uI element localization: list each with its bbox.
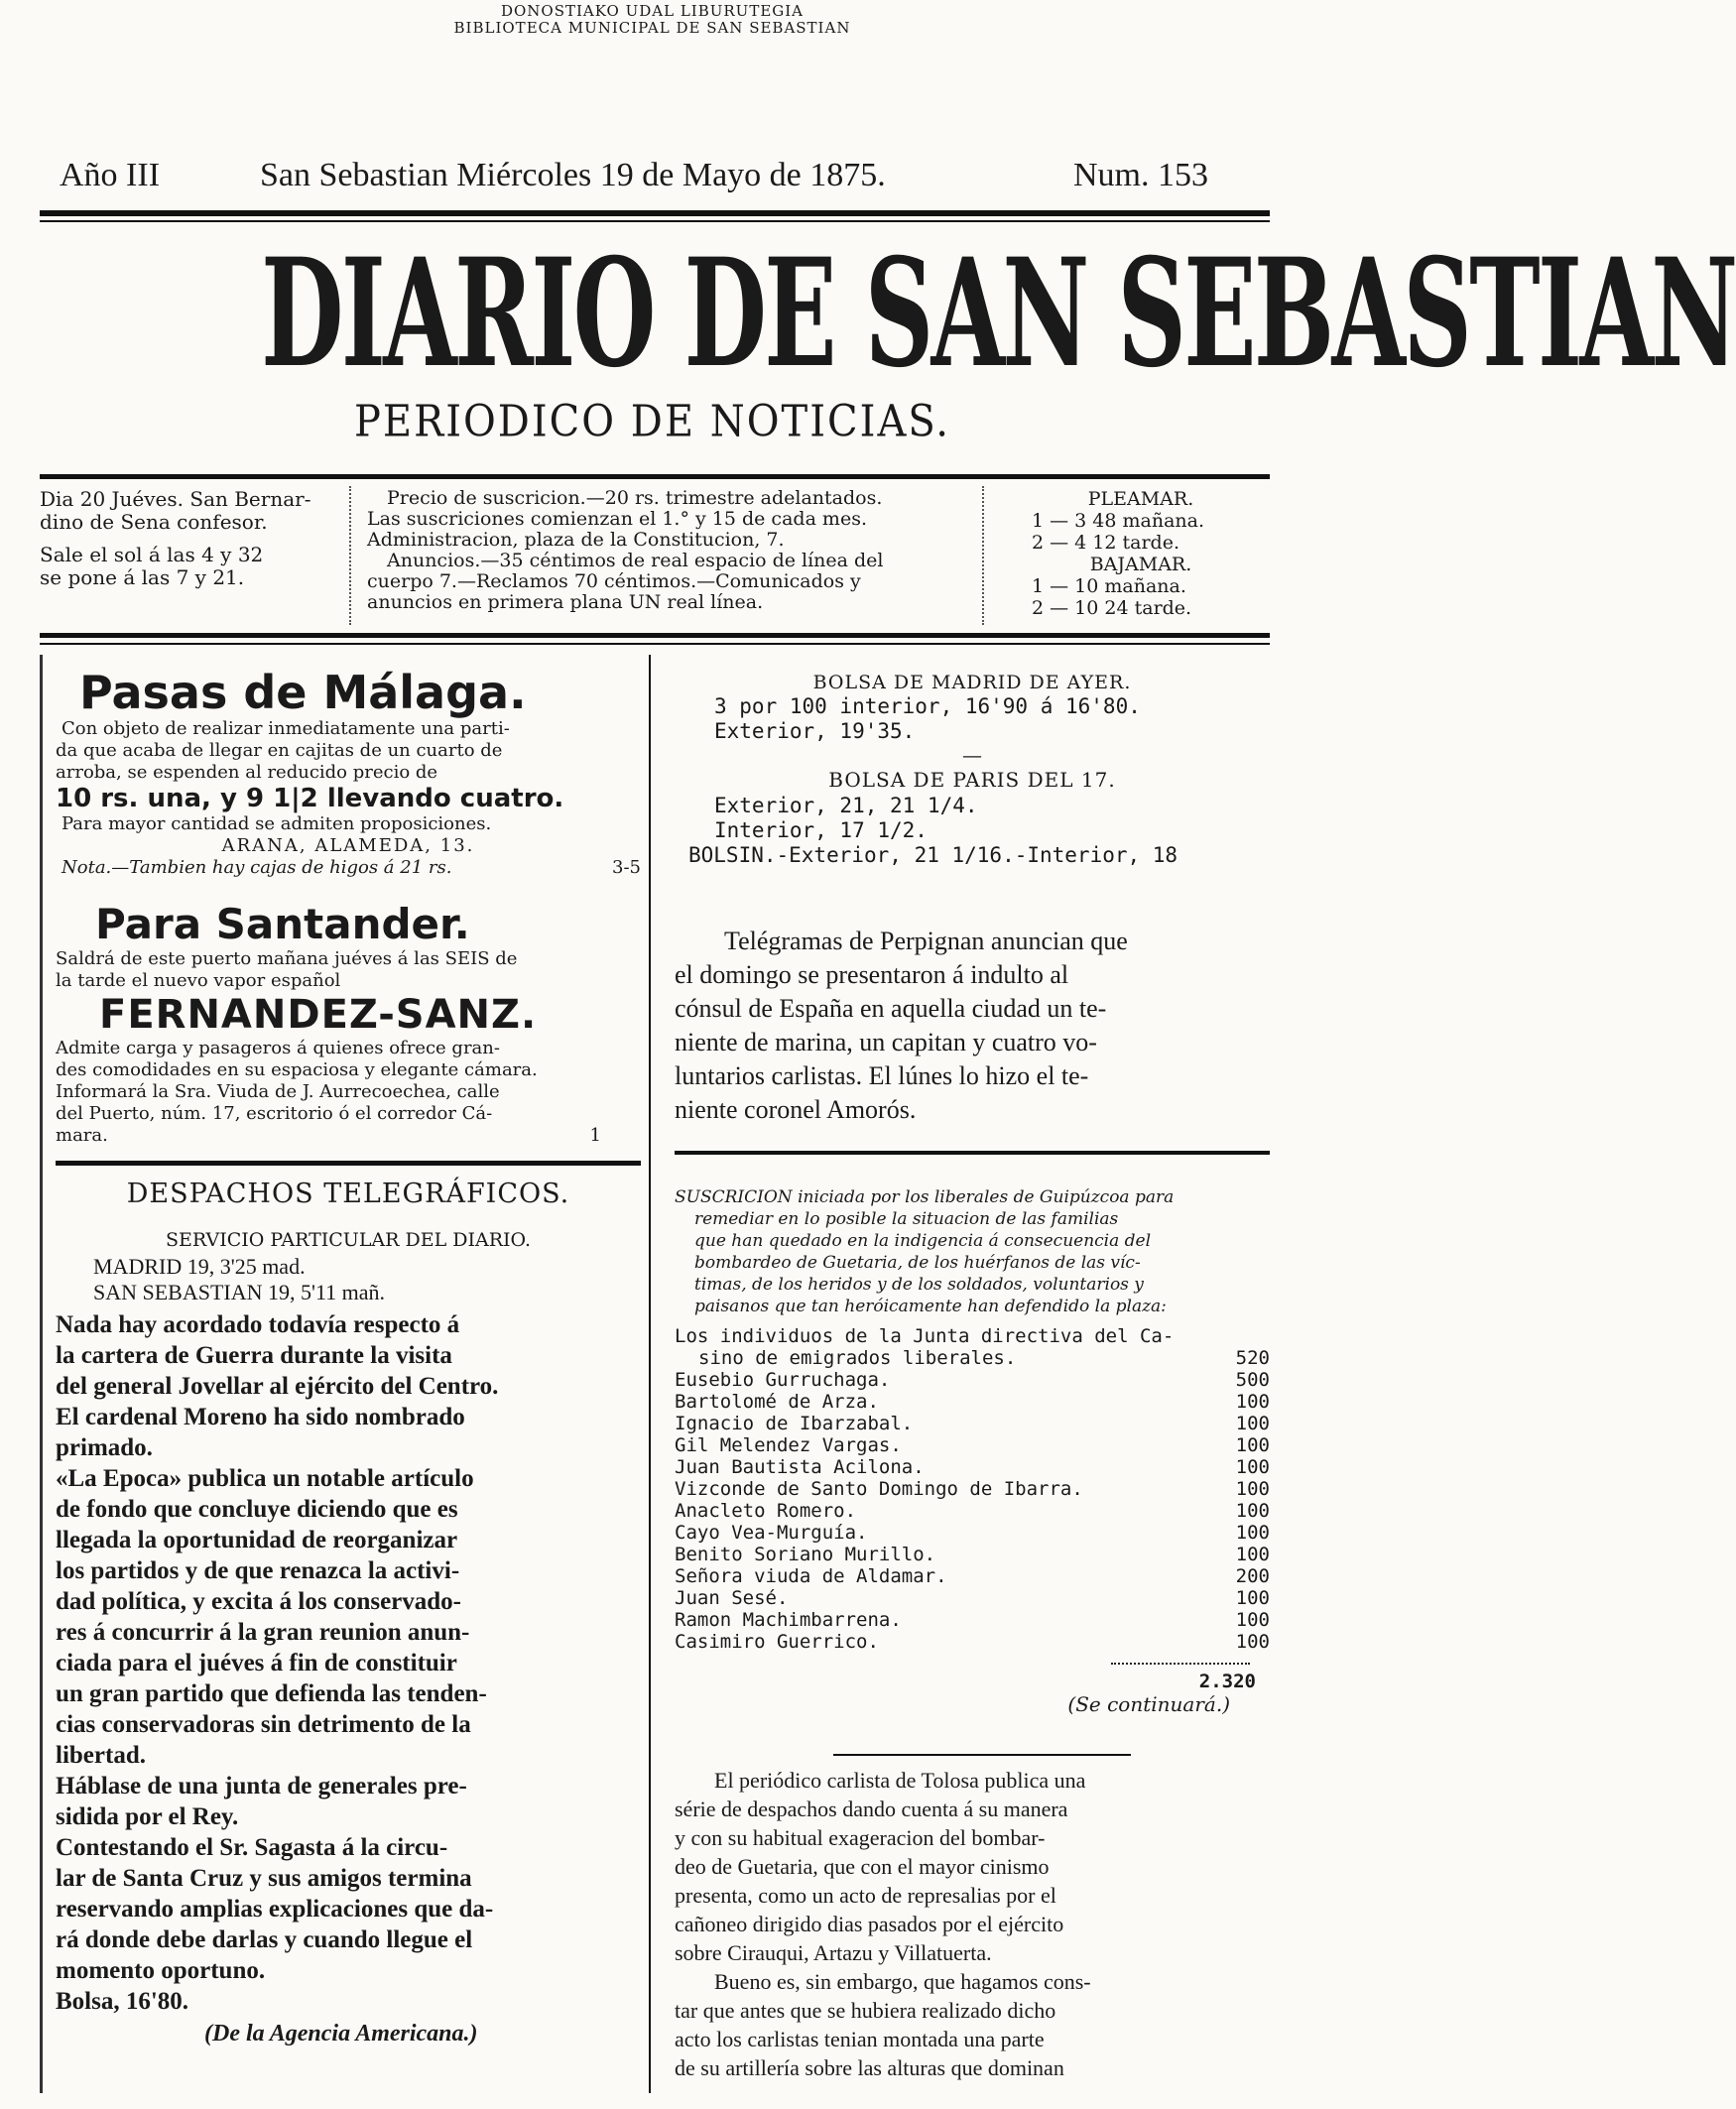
left-margin-rule xyxy=(40,655,43,2093)
header-rule xyxy=(40,474,1270,479)
subscriber-name: Los individuos de la Junta directiva del Ca- xyxy=(675,1325,1175,1347)
column-rule xyxy=(649,655,651,2093)
subscriber-amount: 500 xyxy=(1235,1369,1270,1391)
subscriber-amount: 100 xyxy=(1235,1456,1270,1478)
divider-almanac xyxy=(349,486,351,625)
suscricion-heading xyxy=(675,1186,1270,1317)
despachos xyxy=(56,1177,641,2050)
bajamar-label: BAJAMAR. xyxy=(1089,554,1192,575)
bajamar-1: 1 — 10 mañana. xyxy=(1032,575,1186,597)
list-item xyxy=(675,1565,1270,1587)
subscription-line: Las suscriciones comienzan el 1.° y 15 de cada mes. xyxy=(367,508,867,530)
suscricion-total-rule xyxy=(1111,1663,1250,1665)
despachos-line: El cardenal Moreno ha sido nombrado xyxy=(56,1404,465,1430)
subscription-info xyxy=(367,488,962,613)
suscricion xyxy=(675,1186,1270,1716)
despachos-line: sidida por el Rey. xyxy=(56,1803,239,1830)
despachos-source: (De la Agencia Americana.) xyxy=(204,2021,478,2047)
list-item xyxy=(675,1500,1270,1522)
despachos-line: res á concurrir á la gran reunion anun- xyxy=(56,1619,470,1646)
suscricion-heading-line: bombardeo de Guetaria, de los huérfanos de las víc- xyxy=(694,1253,1141,1273)
masthead-title: DIARIO DE SAN SEBASTIAN xyxy=(261,226,1736,401)
despachos-body xyxy=(56,1309,641,2017)
bajamar-2: 2 — 10 24 tarde. xyxy=(1032,597,1192,619)
subscriber-name: Casimiro Guerrico. xyxy=(675,1631,879,1653)
list-item xyxy=(675,1369,1270,1391)
bolsa-madrid-2: Exterior, 19'35. xyxy=(714,719,916,743)
subscriber-amount: 100 xyxy=(1235,1609,1270,1631)
ad-malaga-line: Con objeto de realizar inmediatamente una parti- xyxy=(62,718,510,739)
bolsa-paris-1: Exterior, 21, 21 1/4. xyxy=(714,794,978,817)
tolosa-line: acto los carlistas tenian montada una parte xyxy=(675,2027,1045,2051)
despachos-service: SERVICIO PARTICULAR DEL DIARIO. xyxy=(165,1229,532,1251)
despachos-line: «La Epoca» publica un notable artículo xyxy=(56,1465,474,1492)
suscricion-list xyxy=(675,1325,1270,1653)
pleamar-2: 2 — 4 12 tarde. xyxy=(1032,532,1180,554)
subscription-line: anuncios en primera plana UN real línea. xyxy=(367,591,764,613)
despachos-line: Nada hay acordado todavía respecto á xyxy=(56,1311,460,1338)
suscricion-heading-line: SUSCRICION iniciada por los liberales de Guipúzcoa para xyxy=(675,1187,1175,1207)
ad-santander-ref: 1 xyxy=(589,1125,601,1146)
ad-malaga xyxy=(56,667,641,879)
telegram-line: Telégramas de Perpignan anuncian que xyxy=(724,927,1128,955)
bolsa-madrid-title: BOLSA DE MADRID DE AYER. xyxy=(812,672,1132,693)
bolsa-bolsin: BOLSIN.-Exterior, 21 1/16.-Interior, 18 xyxy=(688,843,1178,867)
subscriber-name: Vizconde de Santo Domingo de Ibarra. xyxy=(675,1478,1083,1500)
almanac-line: dino de Sena confesor. xyxy=(40,510,268,534)
despachos-line: Contestando el Sr. Sagasta á la circu- xyxy=(56,1834,448,1861)
section-rule-thin xyxy=(40,643,1270,645)
despachos-madrid: MADRID 19, 3'25 mad. xyxy=(93,1254,306,1279)
despachos-line: Bolsa, 16'80. xyxy=(56,1988,189,2015)
ad-malaga-ref: 3-5 xyxy=(612,857,641,878)
tolosa xyxy=(675,1766,1270,2082)
subscriber-amount: 520 xyxy=(1235,1347,1270,1369)
subscriber-amount: 100 xyxy=(1235,1434,1270,1456)
despachos-line: la cartera de Guerra durante la visita xyxy=(56,1342,452,1369)
list-item xyxy=(675,1478,1270,1500)
ad-malaga-title: Pasas de Málaga. xyxy=(79,666,527,719)
ad-malaga-note: Nota.—Tambien hay cajas de higos á 21 rs. xyxy=(62,857,452,878)
telegram-line: niente coronel Amorós. xyxy=(675,1095,917,1124)
subscriber-amount: 100 xyxy=(1235,1631,1270,1653)
pleamar-1: 1 — 3 48 mañana. xyxy=(1032,510,1205,532)
list-item xyxy=(675,1325,1270,1347)
despachos-line: del general Jovellar al ejército del Centro. xyxy=(56,1373,499,1400)
bolsa-paris-2: Interior, 17 1/2. xyxy=(714,818,928,842)
subscriber-name: Anacleto Romero. xyxy=(675,1500,857,1522)
tolosa-line: série de despachos dando cuenta á su manera xyxy=(675,1797,1068,1821)
ad-malaga-address: ARANA, ALAMEDA, 13. xyxy=(221,835,475,856)
list-item xyxy=(675,1544,1270,1565)
despachos-line: dad política, y excita á los conservado- xyxy=(56,1588,462,1615)
telegram-line: luntarios carlistas. El lúnes lo hizo el te- xyxy=(675,1061,1089,1090)
right-section-rule xyxy=(675,1151,1270,1155)
tolosa-line: Bueno es, sin embargo, que hagamos cons- xyxy=(714,1969,1091,1994)
bolsa-madrid-1: 3 por 100 interior, 16'90 á 16'80. xyxy=(714,694,1141,718)
tolosa-line: y con su habitual exageracion del bombar- xyxy=(675,1825,1046,1850)
despachos-line: lar de Santa Cruz y sus amigos termina xyxy=(56,1865,472,1892)
subscriber-name: Eusebio Gurruchaga. xyxy=(675,1369,891,1391)
list-item xyxy=(675,1347,1270,1369)
ad-malaga-line: da que acaba de llegar en cajitas de un cuarto de xyxy=(56,740,503,761)
list-item xyxy=(675,1391,1270,1413)
ad-santander-title: Para Santander. xyxy=(95,900,470,948)
suscricion-heading-line: paisanos que tan heróicamente han defendido la plaza: xyxy=(694,1297,1167,1316)
tolosa-line: presenta, como un acto de represalias por el xyxy=(675,1883,1056,1908)
subscriber-amount: 100 xyxy=(1235,1500,1270,1522)
ad-santander-line: des comodidades en su espaciosa y elegante cámara. xyxy=(56,1059,538,1080)
library-line-2: BIBLIOTECA MUNICIPAL DE SAN SEBASTIAN xyxy=(453,19,851,37)
despachos-line: de fondo que concluye diciendo que es xyxy=(56,1496,458,1523)
subscriber-name: Juan Sesé. xyxy=(675,1587,789,1609)
suscricion-heading-line: timas, de los heridos y de los soldados, voluntarios y xyxy=(694,1275,1144,1295)
list-item xyxy=(675,1456,1270,1478)
almanac xyxy=(40,488,337,589)
telegram-line: cónsul de España en aquella ciudad un te- xyxy=(675,994,1107,1023)
list-item xyxy=(675,1413,1270,1434)
ad-malaga-note-row xyxy=(56,857,641,879)
subscriber-name: Cayo Vea-Murguía. xyxy=(675,1522,868,1544)
subscriber-amount: 100 xyxy=(1235,1522,1270,1544)
despachos-line: rá donde debe darlas y cuando llegue el xyxy=(56,1926,473,1953)
despachos-line: Háblase de una junta de generales pre- xyxy=(56,1773,467,1799)
subscriber-name: Juan Bautista Acilona. xyxy=(675,1456,925,1478)
divider-tides xyxy=(982,486,984,625)
tolosa-line: cañoneo dirigido dias pasados por el ejército xyxy=(675,1912,1064,1936)
suscricion-heading-line: que han quedado en la indigencia á consecuencia del xyxy=(694,1231,1152,1251)
list-item xyxy=(675,1587,1270,1609)
ad-santander-line: Admite carga y pasageros á quienes ofrece gran- xyxy=(56,1038,500,1058)
issue-dateline: San Sebastian Miércoles 19 de Mayo de 1875. xyxy=(260,157,886,193)
ad-malaga-more: Para mayor cantidad se admiten proposiciones. xyxy=(62,813,492,834)
despachos-title: DESPACHOS TELEGRÁFICOS. xyxy=(126,1179,570,1209)
subscriber-name: Benito Soriano Murillo. xyxy=(675,1544,936,1565)
suscricion-total: 2.320 xyxy=(1198,1671,1256,1692)
issue-number: Num. 153 xyxy=(1073,157,1208,193)
list-item xyxy=(675,1434,1270,1456)
tolosa-line: de su artillería sobre las alturas que dominan xyxy=(675,2055,1064,2080)
issue-year: Año III xyxy=(60,157,161,193)
subscriber-name: Gil Melendez Vargas. xyxy=(675,1434,902,1456)
tides xyxy=(1002,488,1280,619)
subscriber-name: sino de emigrados liberales. xyxy=(698,1347,1017,1369)
masthead-subtitle: PERIODICO DE NOTICIAS. xyxy=(353,396,951,447)
subscription-line: Anuncios.—35 céntimos de real espacio de línea del xyxy=(387,550,884,571)
ad-santander-line: mara. xyxy=(56,1125,108,1146)
suscricion-heading-line: remediar en lo posible la situacion de las familias xyxy=(694,1209,1119,1229)
library-line-1: DONOSTIAKO UDAL LIBURUTEGIA xyxy=(500,2,805,20)
masthead-rule-top xyxy=(40,210,1270,216)
despachos-sansebastian: SAN SEBASTIAN 19, 5'11 mañ. xyxy=(93,1280,386,1304)
despachos-line: momento oportuno. xyxy=(56,1957,266,1984)
ad-santander-line: Saldrá de este puerto mañana juéves á las SEIS de xyxy=(56,948,518,969)
despachos-line: cias conservadoras sin detrimento de la xyxy=(56,1711,471,1738)
ad-malaga-line: arroba, se espenden al reducido precio de xyxy=(56,762,438,783)
subscriber-amount: 200 xyxy=(1235,1565,1270,1587)
tolosa-line: sobre Cirauqui, Artazu y Villatuerta. xyxy=(675,1940,992,1965)
despachos-line: los partidos y de que renazca la activi- xyxy=(56,1557,460,1584)
subscription-line: Precio de suscricion.—20 rs. trimestre adelantados. xyxy=(387,487,883,509)
tolosa-line: El periódico carlista de Tolosa publica una xyxy=(714,1768,1086,1793)
ad-santander-ship: FERNANDEZ-SANZ. xyxy=(99,992,538,1038)
subscriber-name: Ramon Machimbarrena. xyxy=(675,1609,902,1631)
ad-santander-line: la tarde el nuevo vapor español xyxy=(56,970,341,991)
subscriber-name: Bartolomé de Arza. xyxy=(675,1391,879,1413)
subscriber-amount: 100 xyxy=(1235,1587,1270,1609)
almanac-line: se pone á las 7 y 21. xyxy=(40,565,245,589)
subscriber-amount: 100 xyxy=(1235,1391,1270,1413)
subscriber-amount: 100 xyxy=(1235,1478,1270,1500)
left-section-rule xyxy=(56,1161,641,1166)
subscriber-amount: 100 xyxy=(1235,1544,1270,1565)
despachos-line: llegada la oportunidad de reorganizar xyxy=(56,1527,458,1553)
ad-santander-line: Informará la Sra. Viuda de J. Aurrecoechea, calle xyxy=(56,1081,500,1102)
telegram xyxy=(675,925,1270,1127)
subscription-line: cuerpo 7.—Reclamos 70 céntimos.—Comunicados y xyxy=(367,570,861,592)
bolsa xyxy=(675,671,1270,868)
list-item xyxy=(675,1609,1270,1631)
telegram-line: niente de marina, un capitan y cuatro vo- xyxy=(675,1028,1097,1056)
ad-santander-line: del Puerto, núm. 17, escritorio ó el corredor Cá- xyxy=(56,1103,493,1124)
suscricion-continued: (Se continuará.) xyxy=(1067,1692,1230,1716)
subscription-line: Administracion, plaza de la Constitucion, 7. xyxy=(367,529,785,551)
despachos-line: ciada para el juéves á fin de constituir xyxy=(56,1650,457,1676)
masthead-rule-top-thin xyxy=(40,220,1270,222)
bolsa-paris-title: BOLSA DE PARIS DEL 17. xyxy=(828,768,1116,792)
despachos-line: un gran partido que defienda las tenden- xyxy=(56,1680,487,1707)
despachos-line: libertad. xyxy=(56,1742,146,1769)
ad-santander-end-row xyxy=(56,1125,641,1147)
subscriber-name: Señora viuda de Aldamar. xyxy=(675,1565,947,1587)
subscriber-amount: 100 xyxy=(1235,1413,1270,1434)
tolosa-line: tar que antes que se hubiera realizado dicho xyxy=(675,1998,1056,2023)
pleamar-label: PLEAMAR. xyxy=(1087,488,1194,510)
ad-santander xyxy=(56,901,641,1147)
right-section-rule-2 xyxy=(833,1754,1131,1756)
telegram-line: el domingo se presentaron á indulto al xyxy=(675,960,1069,989)
list-item xyxy=(675,1631,1270,1653)
bolsa-dash: — xyxy=(962,743,982,767)
despachos-line: primado. xyxy=(56,1434,153,1461)
almanac-line: Dia 20 Juéves. San Bernar- xyxy=(40,487,311,511)
ad-malaga-price: 10 rs. una, y 9 1|2 llevando cuatro. xyxy=(56,784,564,813)
subscriber-name: Ignacio de Ibarzabal. xyxy=(675,1413,914,1434)
almanac-line: Sale el sol á las 4 y 32 xyxy=(40,543,264,566)
section-rule xyxy=(40,633,1270,638)
despachos-line: reservando amplias explicaciones que da- xyxy=(56,1896,494,1923)
list-item xyxy=(675,1522,1270,1544)
tolosa-line: deo de Guetaria, que con el mayor cinismo xyxy=(675,1854,1050,1879)
